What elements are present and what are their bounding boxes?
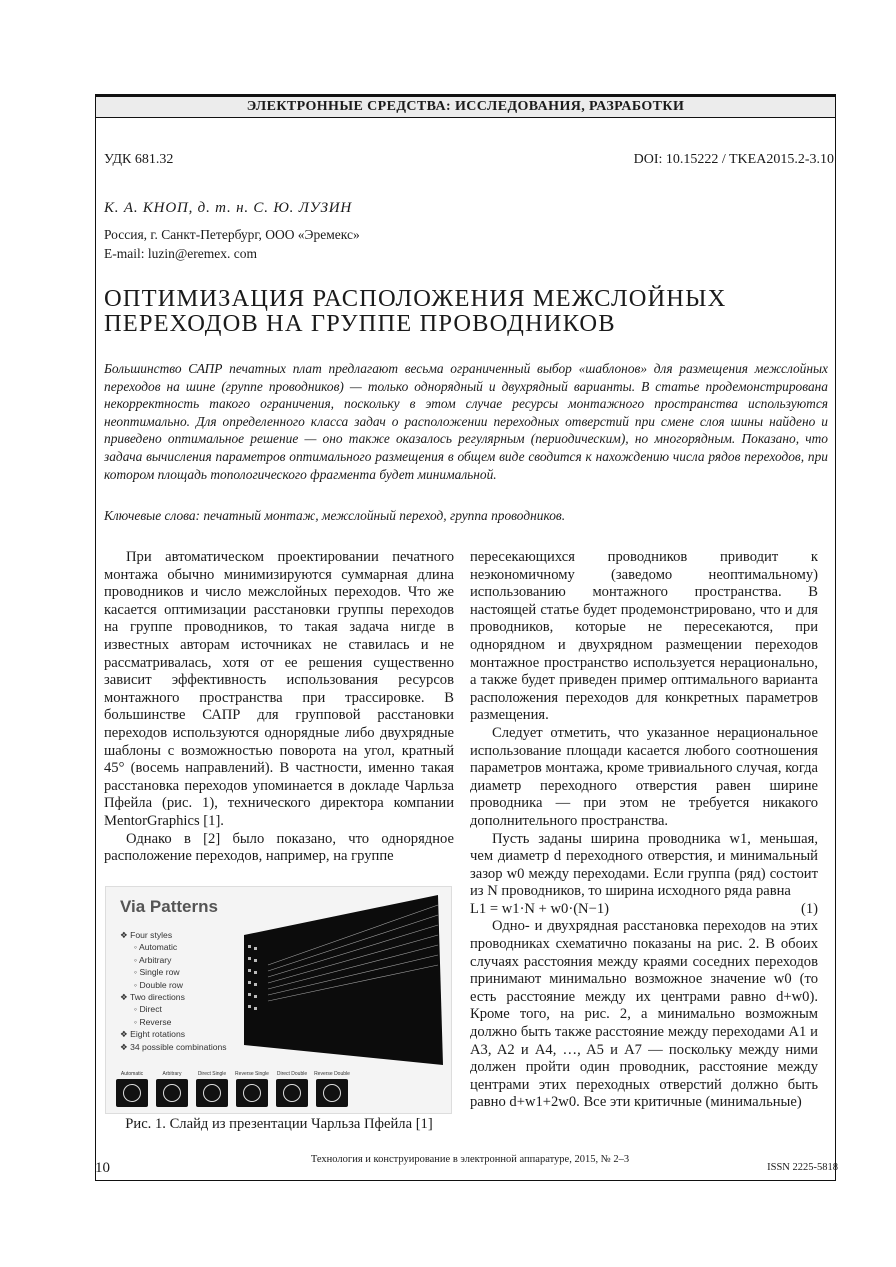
left-column: [104, 549, 454, 866]
pattern-icon: Arbitrary: [154, 1071, 190, 1109]
bullet-item: ◦ Double row: [134, 979, 183, 990]
page-frame-right: [835, 96, 836, 1181]
bullet-item: ❖ Eight rotations: [120, 1029, 186, 1040]
right-column: [470, 549, 818, 1112]
pattern-icon: Reverse Single: [234, 1071, 270, 1109]
title-line-2: ПЕРЕХОДОВ НА ГРУППЕ ПРОВОДНИКОВ: [104, 310, 616, 337]
email[interactable]: E-mail: luzin@eremex. com: [104, 246, 258, 261]
via-pattern-icons: [114, 1071, 444, 1109]
bullet-item: ❖ Two directions: [120, 992, 185, 1003]
udk-code: УДК 681.32: [104, 152, 174, 167]
equation-number: (1): [800, 900, 818, 917]
paragraph: пересекающихся проводников приводит к неэкономичному (заведомо неоптимальному) использованию монтажного пространства. В настоящей статье будет продемонстрировано, что и для проводников, которые не пересекаются, при однорядном и двухрядном размещении переходов монтажное пространство используется нерационально, а также будет приведен пример оптимального варианта расположения переходов для конкретных параметров размещения.: [470, 549, 818, 724]
slide-bullet-list: [120, 929, 227, 1053]
paragraph: Одно- и двухрядная расстановка переходов на этих проводниках схематично показаны на рис. 2. В обоих случаях расстояния между краями соседних переходов принимают минимально возможное значение w0 (то есть расстояние между их центрами равно d+w0). Кроме того, на рис. 2, а минимально возможным должно быть также расстояние между переходами A1 и A3, A2 и A4, …, A5 и A7 — поскольку между ними должен пройти один проводник, расстояние между центрами этих переходных отверстий должно быть равно d+w1+2w0. Все эти критичные (минимальные): [470, 918, 818, 1111]
bullet-item: ◦ Direct: [134, 1004, 162, 1015]
affiliation-line: Россия, г. Санкт-Петербург, ООО «Эремекс»: [104, 227, 360, 242]
pcb-via-photo: [238, 895, 446, 1065]
bullet-item: ◦ Single row: [134, 967, 180, 978]
slide-title: Via Patterns: [120, 897, 218, 916]
title-line-1: ОПТИМИЗАЦИЯ РАСПОЛОЖЕНИЯ МЕЖСЛОЙНЫХ: [104, 285, 727, 312]
paragraph: При автоматическом проектировании печатного монтажа обычно минимизируются суммарная длина проводников и число межслойных переходов. Что же касается оптимизации расстановки группы переходов на группе проводников, то такая задача нигде в известных авторам источниках не ставилась и не рассматривалась, хотя от ее решения существенно зависит эффективность использования ресурсов монтажного пространства при трассировке. В большинстве САПР для групповой расстановки переходов используются однорядные либо двухрядные шаблоны с возможностью поворота на угол, кратный 45° (восемь направлений). В частности, именно такая расстановка переходов упоминается в докладе Чарльза Пфейла (рис. 1), технического директора компании MentorGraphics [1].: [104, 549, 454, 829]
bullet-item: ❖ Four styles: [120, 930, 173, 940]
pattern-icon: Direct Double: [274, 1071, 310, 1109]
equation-body: L1 = w1·N + w0·(N−1): [470, 900, 609, 917]
pattern-icon: Direct Single: [194, 1071, 230, 1109]
bullet-item: ◦ Automatic: [134, 942, 178, 953]
doi-link[interactable]: DOI: 10.15222 / TKEA2015.2-3.10: [633, 152, 834, 167]
abstract: Большинство САПР печатных плат предлагают весьма ограниченный выбор «шаблонов» для размещения межслойных переходов на шине (группе проводников) — только однорядный и двухрядный варианты. В статье продемонстрирована некорректность такого ограничения, поскольку в этом случае ресурсы монтажного пространства используются неоптимально. Для определенного класса задач о расположении переходных отверстий при смене слоя шины найдено и приведено оптимальное решение — оно также оказалось регулярным (периодическим), но многорядным. Показано, что задача вычисления параметров оптимального размещения в общем виде сводится к нахождению числа рядов переходов, при котором площадь топологического фрагмента будет минимальной.: [104, 361, 828, 482]
article-title: [104, 286, 824, 336]
figure-caption: Рис. 1. Слайд из презентации Чарльза Пфейла [1]: [125, 1116, 433, 1132]
affiliation: [104, 225, 360, 263]
bullet-item: ◦ Reverse: [134, 1016, 172, 1027]
pattern-icon: Reverse Double: [314, 1071, 350, 1109]
authors: К. А. КНОП, д. т. н. С. Ю. ЛУЗИН: [104, 200, 353, 216]
page-frame-bottom: [95, 1180, 836, 1181]
issn: ISSN 2225-5818: [767, 1162, 838, 1173]
equation-1: [470, 901, 818, 919]
paragraph: Следует отметить, что указанное нерациональное использование площади касается любого соотношения параметров монтажа, кроме тривиального случая, когда диаметр переходного отверстия равен ширине проводника — при этом не требуется никакого дополнительного пространства.: [470, 724, 818, 829]
page-number: 10: [95, 1160, 110, 1176]
journal-section-header: ЭЛЕКТРОННЫЕ СРЕДСТВА: ИССЛЕДОВАНИЯ, РАЗРАБОТКИ: [95, 96, 836, 118]
paragraph: Пусть заданы ширина проводника w1, меньшая, чем диаметр d переходного отверстия, и минимальный зазор w0 между переходами. Если группа (ряд) состоит из N проводников, то ширина исходного ряда равна: [470, 830, 818, 900]
keywords: Ключевые слова: печатный монтаж, межслойный переход, группа проводников.: [104, 508, 566, 523]
journal-footer: Технология и конструирование в электронной аппаратуре, 2015, № 2–3: [310, 1154, 630, 1165]
figure-1-slide: [105, 886, 452, 1114]
page-frame-left: [95, 96, 96, 1181]
paragraph: Однако в [2] было показано, что однорядное расположение переходов, например, на группе: [104, 830, 454, 865]
bullet-item: ❖ 34 possible combinations: [120, 1041, 227, 1052]
bullet-item: ◦ Arbitrary: [134, 954, 172, 965]
pattern-icon: Automatic: [114, 1071, 150, 1109]
